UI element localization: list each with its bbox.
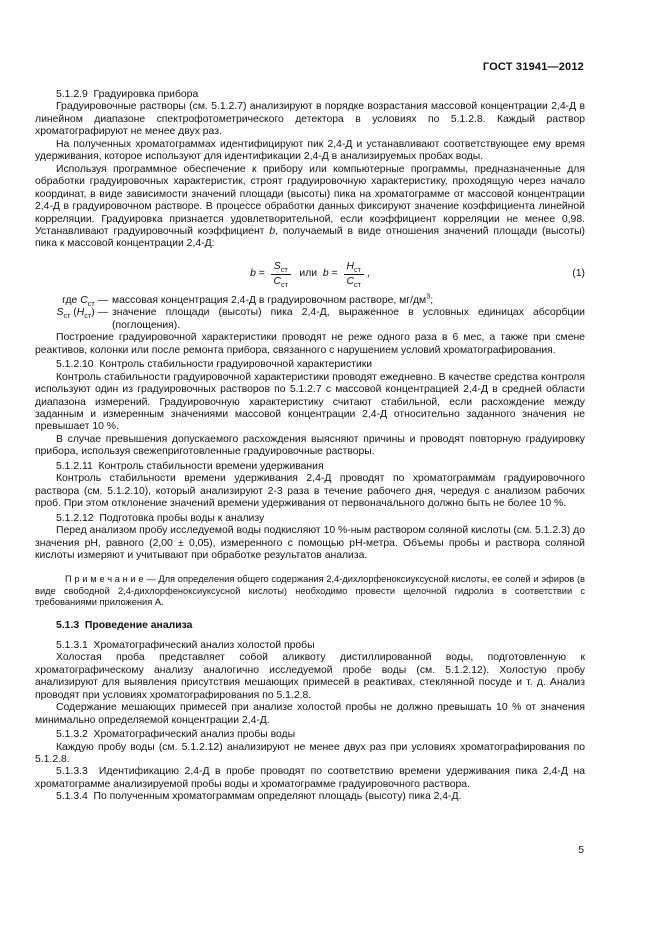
equals-sign: = [255,268,268,280]
subscript-st: ст [280,279,288,289]
text-run: Используя программное обеспечение к прибору или компьютерные программы, предназначенные для обработки градуировочных характеристик, строят градуировочную характеристику, проходящую через начало координат, в виде зависимости значений площади (высоты) пика на хроматограмме от массовой концентрации 2,4-Д в градуировочном растворе. В процессе обработки данных фиксируют значение коэффициента линейной корреляции. Градуировка признается удовлетворительной, если коэффициент корреляции не менее 0,98. Устанавливают градуировочный коэффициент [35,163,585,237]
where-term [35,307,108,319]
dash: — [94,294,108,306]
paragraph: Каждую пробу воды (см. 5.1.2.12) анализируют не менее двух раз при условиях хроматографирования по 5.1.2.8. [35,741,585,765]
paragraph-5-1-3-3: 5.1.3.3 Идентификацию 2,4-Д в пробе проводят по соответствию времени удерживания пика 2,4-Д на хроматограмме анализируемой пробы воды и хроматограмме градуировочного раствора. [35,766,585,790]
where-definition-s-h [35,307,585,332]
open-paren: ( [70,307,77,319]
where-description [112,291,434,306]
where-description: значение площади (высоты) пика 2,4-Д, выраженное в условных единицах абсорбции (поглощения). [112,307,585,331]
subscript-st: ст [354,265,361,275]
text-run: ; [430,294,434,306]
fraction-s-over-c [271,261,291,288]
variable-h: H [76,307,85,319]
paragraph: Построение градуировочной характеристики проводят не реже одного раза в 6 мес, а также при смене реактивов, колонки или после ремонта прибора, связанного с нарушением условий хроматографирования. [35,332,585,356]
variable-b: b [269,225,276,237]
paragraph-5-1-3-4: 5.1.3.4 По полученным хроматограммам определяют площадь (высоту) пика 2,4-Д. [56,791,462,803]
paragraph: Холостая проба представляет собой аликвоту дистиллированной воды, подготовленную к хроматографическому анализу аналогично исследуемой пробе воды (см. 5.1.2.12). Холостую пробу анализируют для выявления присутствия мешающих примесей в реактивах, стеклянной посуде и т. д. Анализ проводят при условиях хроматографирования по 5.1.2.8. [35,652,585,701]
where-term [35,295,108,307]
heading-5-1-2-11: 5.1.2.11 Контроль стабильности времени удерживания [56,460,324,472]
paragraph: Градуировочные растворы (см. 5.1.2.7) анализируют в порядке возрастания массовой концентрации 2,4-Д в линейном диапазоне спектрофотометрического детектора в условиях по 5.1.2.8. Каждый раствор хроматографируют не менее двух раз. [35,101,585,138]
variable-h: H [346,260,355,272]
paragraph: Перед анализом пробу исследуемой воды подкисляют 10 %-ным раствором соляной кислоты (см. 5.1.2.3) до значения pH, равного (2,00 ± 0,05), измеренного с помощью pH-метра. Объемы пробы и раствора соляной кислоты измеряют и учитывают при обработке результатов анализа. [35,525,585,561]
variable-c: C [346,275,355,287]
subscript-st: ст [280,265,288,275]
variable-s: S [273,260,281,272]
text-run: , получаемый в виде отношения значений площади (высоты) пика к массовой концентрации 2,4-Д: [35,225,586,250]
comma: , [366,268,370,280]
where-definition-c [35,291,585,308]
where-definitions [35,291,585,332]
where-lead: где [62,294,81,306]
fraction-denominator [347,275,361,288]
paragraph: Содержание мешающих примесей при анализе холостой пробы не должно превышать 10 % от значения минимально определяемой концентрации 2,4-Д. [35,702,585,726]
heading-5-1-2-12: 5.1.2.12 Подготовка пробы воды к анализу [56,512,265,524]
heading-5-1-2-10: 5.1.2.10 Контроль стабильности градуировочной характеристики [56,359,373,371]
paragraph: В случае превышения допускаемого расхождения выясняют причины и проводят повторную градуировку прибора, используя свежеприготовленные градуировочные растворы. [35,433,585,458]
page-number: 5 [578,845,584,856]
variable-b: b [250,268,256,280]
heading-5-1-3-1: 5.1.3.1 Хроматографический анализ холостой пробы [56,639,315,651]
fraction-denominator [273,275,287,288]
note-label: П р и м е ч а н и е [65,574,144,585]
or-word: или [293,268,323,280]
formula-number: (1) [572,268,585,280]
dash: — [94,307,108,319]
formula-1 [35,259,585,290]
fraction-numerator [271,261,291,275]
subscript-st: ст [63,311,71,321]
paragraph: Контроль стабильности времени удерживания 2,4-Д проводят по хроматограммам градуировочного раствора (см. 5.1.2.10), который анализируют 2-3 раза в течение рабочего дня, чередуя с анализом рабочих проб. При этом отклонение значений времени удерживания от первоначального должно быть не более 10 %. [35,473,585,510]
formula-body [250,261,370,288]
superscript-3: 3 [426,291,431,301]
document-header-gost-number: ГОСТ 31941—2012 [482,61,584,73]
text-run: массовая концентрация 2,4-Д в градуировочном растворе, мг/дм [112,294,427,306]
paragraph: На полученных хроматограммах идентифицируют пик 2,4-Д и устанавливают соответствующее ему время удерживания, которое используют для идентификации 2,4-Д в анализируемых пробах воды. [35,138,585,163]
equals-sign: = [328,268,341,280]
variable-c: C [273,275,281,287]
paragraph-calibration [35,164,585,251]
paragraph: Контроль стабильности градуировочной характеристики проводят ежедневно. В качестве средства контроля используют один из градуировочных растворов по 5.1.2.7 с массовой концентрацией 2,4-Д в средней области диапазона измерений. Градуировочную характеристику считают стабильной, если расхождение между заданным и измеренным значениями массовой концентрации 2,4-Д относительно заданного значения не превышает 10 %. [35,371,585,433]
note-block [35,574,585,608]
close-paren: ) [91,307,95,319]
fraction-h-over-c [344,261,364,288]
heading-5-1-3-2: 5.1.3.2 Хроматографический анализ пробы воды [56,729,296,741]
subscript-st: ст [87,298,95,308]
subscript-st: ст [84,311,92,321]
document-content [35,87,585,804]
heading-5-1-2-9: 5.1.2.9 Градуировка прибора [56,89,199,100]
fraction-numerator [344,261,364,275]
variable-s: S [56,307,64,319]
subscript-st: ст [354,279,361,289]
heading-5-1-3: 5.1.3 Проведение анализа [56,620,193,632]
note-text: — Для определения общего содержания 2,4-дихлорфеноксиуксусной кислоты, ее солей и эфиров (в виде свободной 2,4-дихлорфеноксиуксусной кислоты) необходимо провести щелочной гидролиз в соответствии с требованиями приложения А. [35,574,585,608]
variable-c: C [80,294,88,306]
variable-b: b [322,268,329,280]
